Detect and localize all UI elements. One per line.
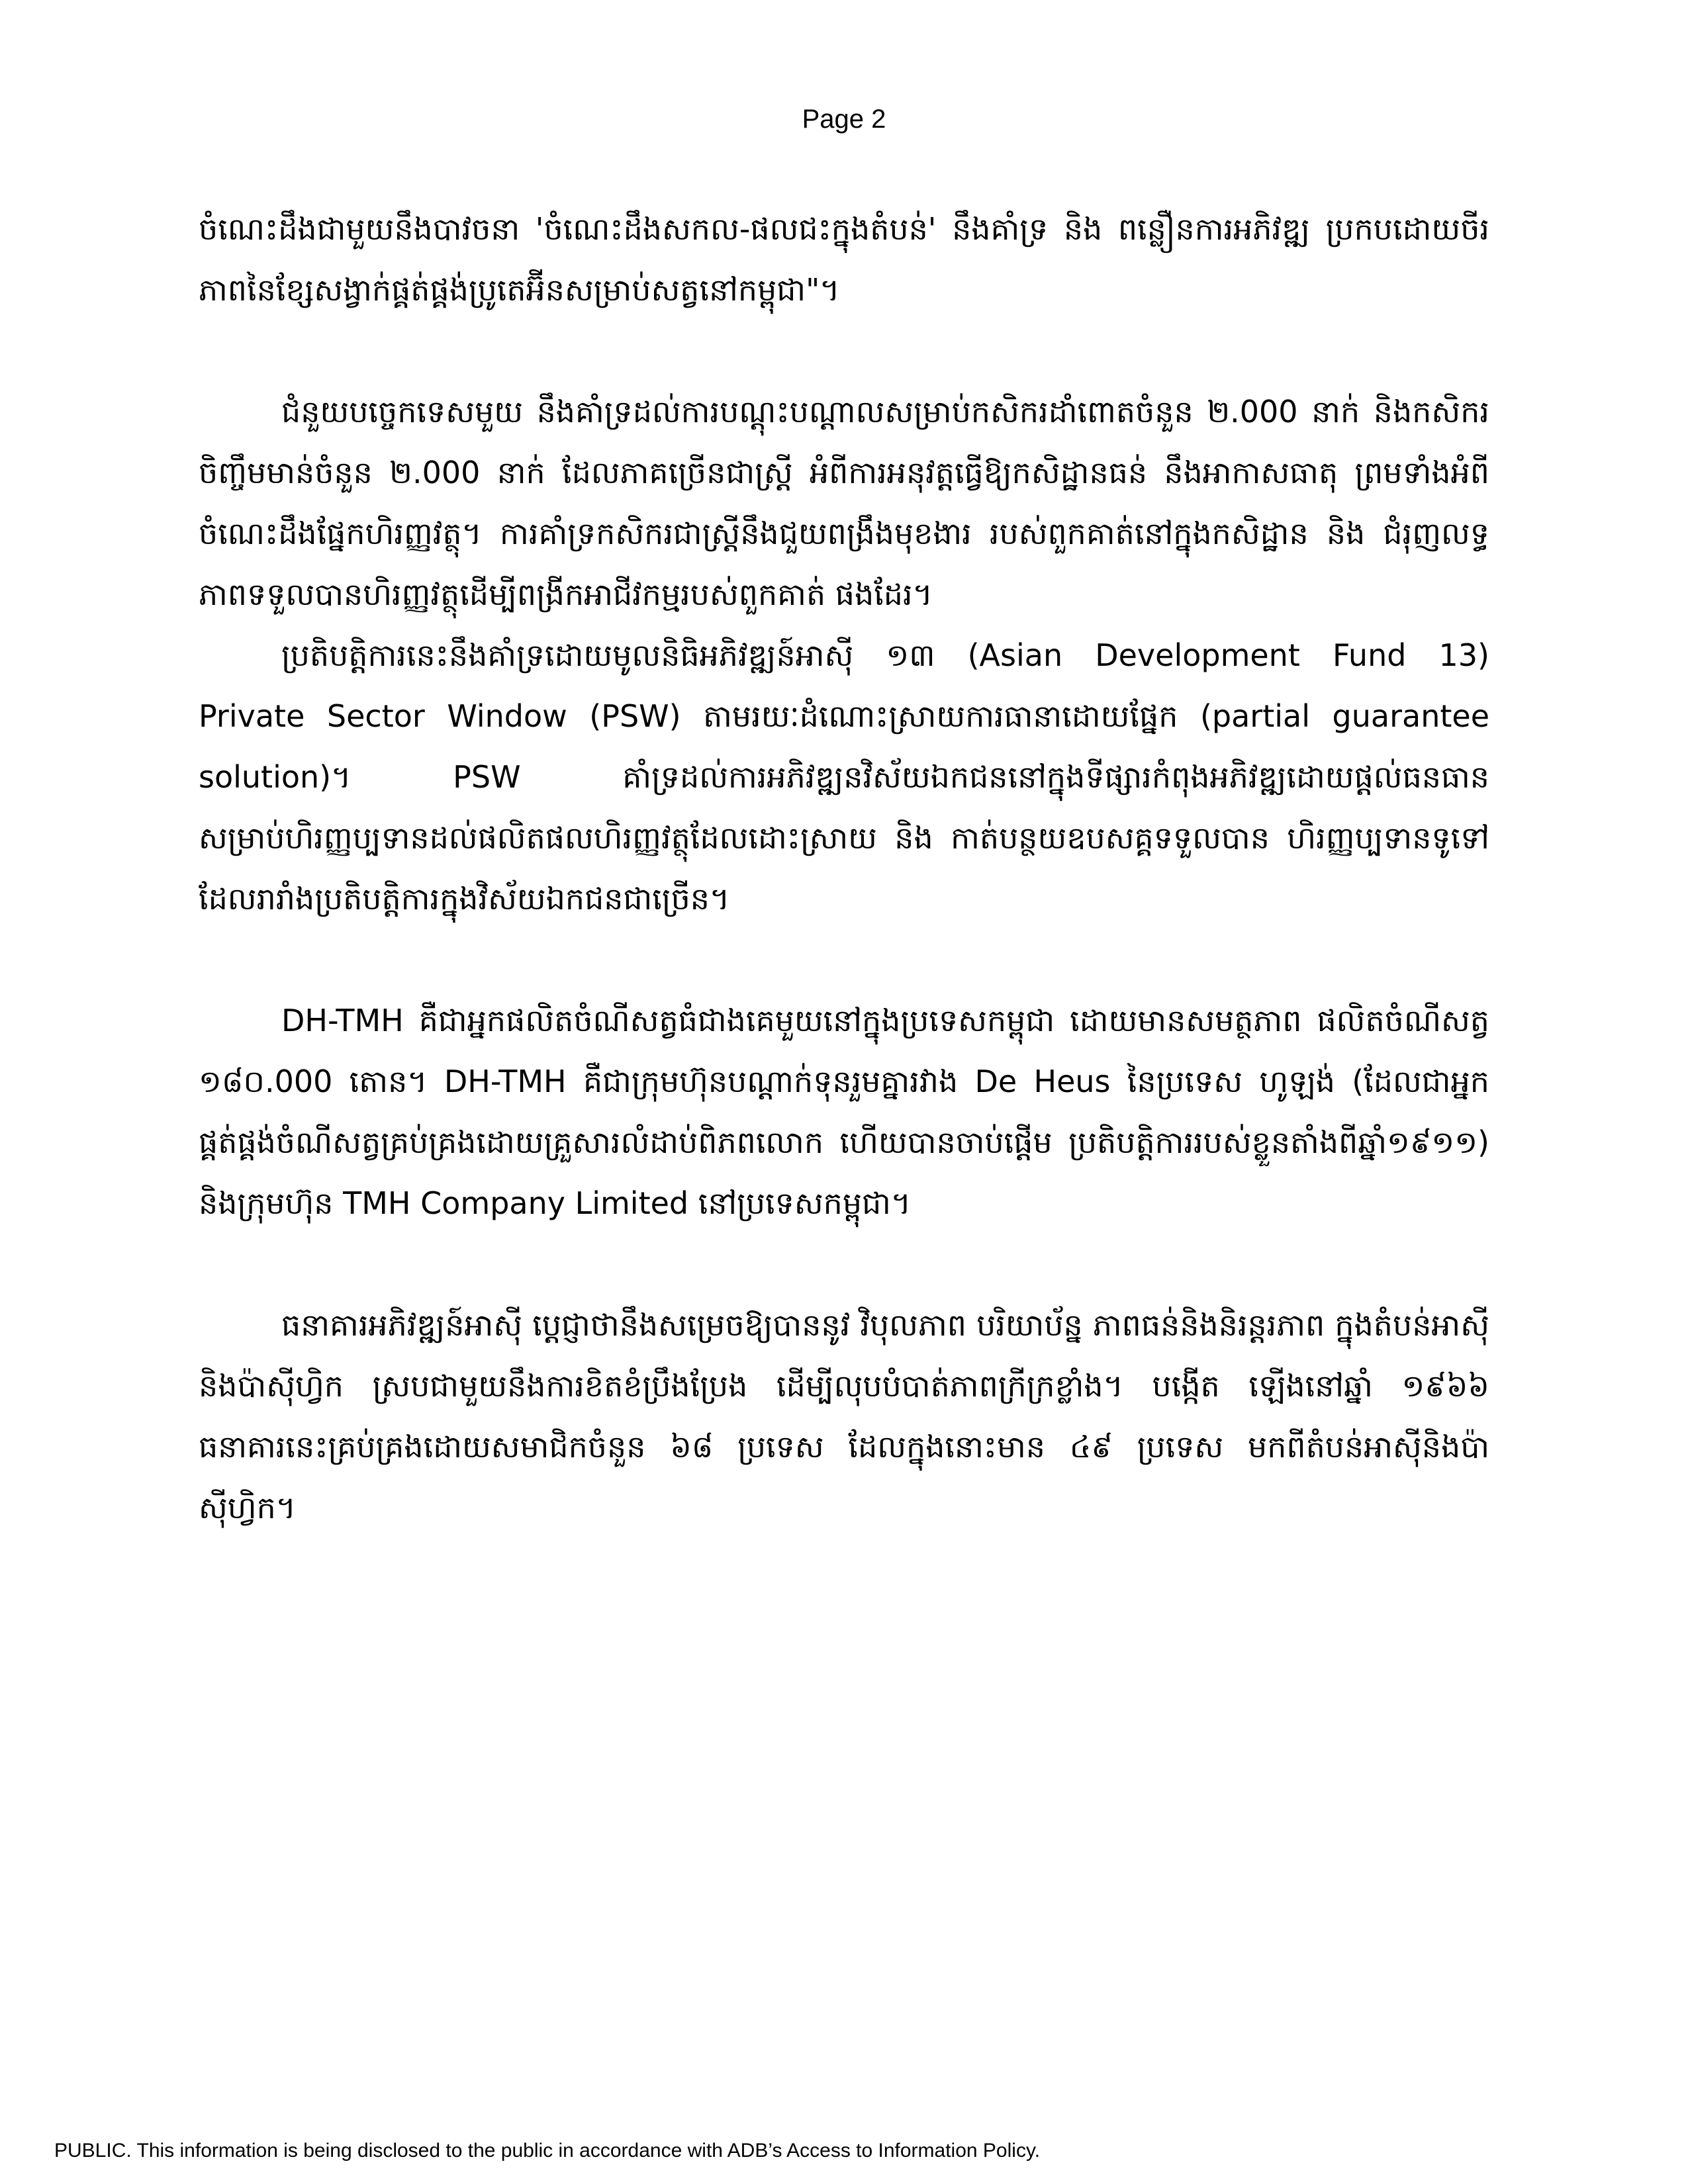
paragraph-gap <box>199 929 1489 990</box>
paragraph-technical-assistance: ជំនួយបច្ចេកទេសមួយ នឹងគាំទ្រដល់ការបណ្តុះបណ្តាលសម្រាប់កសិករដាំពោតចំនួន ២.000 នាក់ និងកសិករចិញ្ចឹមមាន់ចំនួន ២.000 នាក់ ដែលភាគច្រើនជាស្ត្រី អំពីការអនុវត្តធ្វើឱ្យកសិដ្ឋានធន់ នឹងអាកាសធាតុ ព្រមទាំងអំពីចំណេះដឹងផ្នែកហិរញ្ញវត្ថុ។ ការគាំទ្រកសិករជាស្ត្រីនឹងជួយពង្រឹងមុខងារ របស់ពួកគាត់នៅក្នុងកសិដ្ឋាន និង ជំរុញលទ្ធភាពទទួលបានហិរញ្ញវត្ថុដើម្បីពង្រីកអាជីវកម្មរបស់ពួកគាត់ ផងដែរ។ <box>199 394 1489 612</box>
paragraph-knowledge-motto: ចំណេះដឹងជាមួយនឹងបាវចនា 'ចំណេះដឹងសកល-ផលជះក្នុងតំបន់' នឹងគាំទ្រ និង ពន្លឿនការអភិវឌ្ឍ ប្រកបដោយចីរភាពនៃខ្សែសង្វាក់ផ្គត់ផ្គង់ប្រូតេអ៊ីនសម្រាប់សត្វនៅកម្ពុជា"។ <box>199 211 1489 308</box>
paragraph-gap <box>199 1234 1489 1295</box>
disclosure-footer: PUBLIC. This information is being disclosed to the public in accordance with ADB’s Access to Information Policy. <box>54 2140 1041 2161</box>
document-body <box>199 199 1489 1538</box>
paragraph-private-sector-window: ប្រតិបត្តិការនេះនឹងគាំទ្រដោយមូលនិធិអភិវឌ្ឍន៍អាស៊ី ១៣ (Asian Development Fund 13) Private Sector Window (PSW) តាមរយៈដំណោះស្រាយការធានាដោយផ្នែក (partial guarantee solution)។ PSW គាំទ្រដល់ការអភិវឌ្ឍនវិស័យឯកជននៅក្នុងទីផ្សារកំពុងអភិវឌ្ឍដោយផ្តល់ធនធាន សម្រាប់ហិរញ្ញប្បទានដល់ផលិតផលហិរញ្ញវត្ថុដែលដោះស្រាយ និង កាត់បន្ថយឧបសគ្គទទួលបាន ហិរញ្ញប្បទានទូទៅដែលរារាំងប្រតិបត្តិការក្នុងវិស័យឯកជនជាច្រើន។ <box>199 637 1489 917</box>
paragraph-gap <box>199 320 1489 381</box>
paragraph-dh-tmh: DH-TMH គឺជាអ្នកផលិតចំណីសត្វធំជាងគេមួយនៅក្នុងប្រទេសកម្ពុជា ដោយមានសមត្ថភាព ផលិតចំណីសត្វ ១៨០.000 តោន។ DH-TMH គឺជាក្រុមហ៊ុនបណ្តាក់ទុនរួមគ្នារវាង De Heus នៃប្រទេស ហូឡង់ (ដែលជាអ្នកផ្គត់ផ្គង់ចំណីសត្វគ្រប់គ្រងដោយគ្រួសារលំដាប់ពិភពលោក ហើយបានចាប់ផ្តើម ប្រតិបត្តិការរបស់ខ្លួនតាំងពីឆ្នាំ១៩១១) និងក្រុមហ៊ុន TMH Company Limited នៅប្រទេសកម្ពុជា។ <box>199 1003 1489 1221</box>
page-number: Page 2 <box>802 105 886 134</box>
paragraph-adb-mission: ធនាគារអភិវឌ្ឍន៍អាស៊ី ប្តេជ្ញាថានឹងសម្រេចឱ្យបាននូវ វិបុលភាព បរិយាប័ន្ន ភាពធន់និងនិរន្តរភាព ក្នុងតំបន់អាស៊ីនិងប៉ាស៊ីហ្វិក ស្របជាមួយនឹងការខិតខំប្រឹងប្រែង ដើម្បីលុបបំបាត់ភាពក្រីក្រខ្លាំង។ បង្កើត ឡើងនៅឆ្នាំ ១៩៦៦ ធនាគារនេះគ្រប់គ្រងដោយសមាជិកចំនួន ៦៨ ប្រទេស ដែលក្នុងនោះមាន ៤៩ ប្រទេស មកពីតំបន់អាស៊ីនិងប៉ាស៊ីហ្វិក។ <box>199 1307 1489 1525</box>
